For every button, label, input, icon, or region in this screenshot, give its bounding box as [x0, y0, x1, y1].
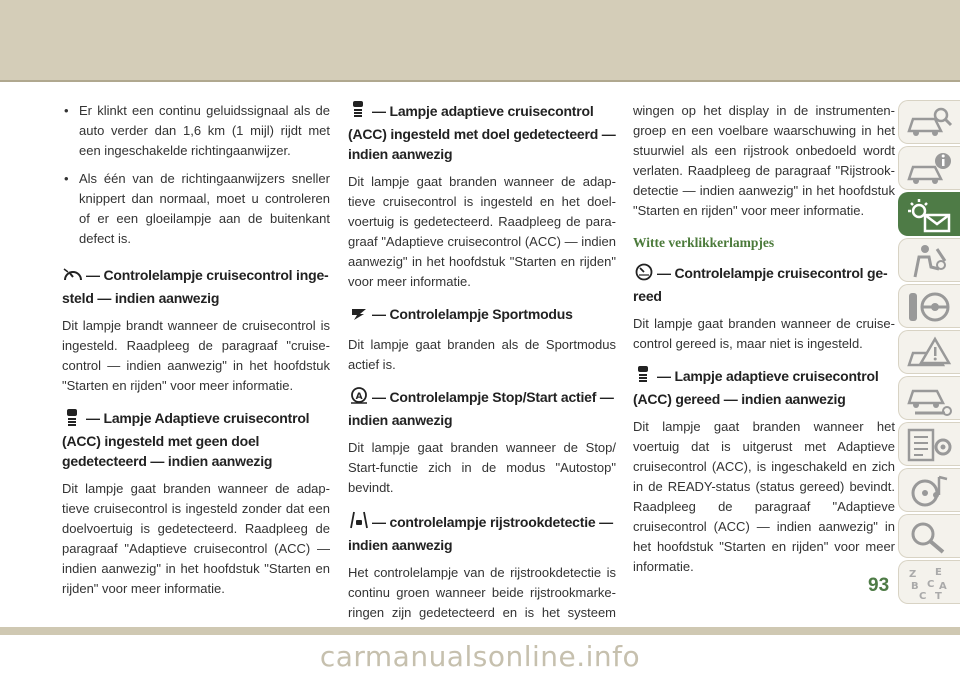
- paragraph: wingen op het display in de instrumentengroep en een voelbare waarschuwing in het stuurwiel als een rijstrook onbedoeld wordt verlaten. Raadpleeg de paragraaf "Rijstrookdetectie — indien aanwezig" in het hoofdstuk "Starten en rijden" voor meer informatie.: [633, 103, 895, 218]
- car-search-icon: [905, 105, 953, 141]
- index-search-icon: [905, 519, 953, 555]
- svg-text:Z: Z: [909, 569, 917, 580]
- svg-text:A: A: [355, 392, 363, 402]
- svg-text:B: B: [911, 581, 919, 592]
- tab-emergency[interactable]: [898, 330, 960, 374]
- page-number: 93: [868, 575, 890, 596]
- paragraph: Dit lampje gaat branden als de Sportmodus actief is.: [348, 337, 616, 372]
- svg-text:C: C: [927, 579, 935, 590]
- svg-text:A: A: [939, 581, 947, 592]
- emergency-icon: [905, 335, 953, 371]
- heading-cruise-set: — Controlelampje cruisecontrol ingesteld — indien aanwezig: [62, 267, 329, 306]
- warning-lights-icon: [905, 197, 953, 233]
- paragraph: Dit lampje gaat branden wanneer het voertuig dat is uitgerust met Adaptieve cruisecontrol (ACC), is ingeschakeld en zich in de READY-status (status gereed) bevindt. Raadpleeg de paragraaf "Adaptieve cruisecontrol (ACC) — indien aanwezig" in het hoofdstuk "Starten en rijden" voor meer informatie.: [633, 419, 895, 574]
- paragraph: Dit lampje gaat branden wanneer de adaptieve cruisecontrol is ingesteld zonder dat een doelvoertuig is gedetecteerd. Raadpleeg de paragraaf "Adaptieve cruisecontrol (ACC) — indien aanwezig" in het hoofdstuk "Starten en rijden" voor meer informatie.: [62, 481, 330, 596]
- acc-ready-icon: [633, 366, 655, 389]
- svg-text:T: T: [935, 591, 942, 601]
- tab-car-info[interactable]: [898, 146, 960, 190]
- safety-seat-icon: [905, 243, 953, 279]
- tab-alphabet-index[interactable]: [898, 560, 960, 604]
- svg-text:C: C: [919, 591, 927, 601]
- svg-text:E: E: [935, 567, 942, 578]
- car-info-icon: [905, 151, 953, 187]
- heading-lane-sense: — controlelampje rijstrookdetectie — indien aanwezig: [348, 510, 616, 555]
- lane-sense-icon: [348, 510, 370, 535]
- paragraph: Dit lampje brandt wanneer de cruisecontrol is ingesteld. Raadpleeg de paragraaf "cruisecontrol — indien aanwezig" in het hoofdstuk "Starten en rijden" voor meer informatie.: [62, 318, 330, 393]
- tab-maintenance[interactable]: [898, 422, 960, 466]
- paragraph: Dit lampje gaat branden wanneer de adaptieve cruisecontrol is ingesteld en het doelvoertuig is gedetecteerd. Raadpleeg de paragraaf "Adaptieve cruisecontrol (ACC) — indien aanwezig" in het hoofdstuk "Starten en rijden" voor meer informatie.: [348, 174, 616, 289]
- bullet-item: • Als één van de richtingaanwijzers sneller knippert dan normaal, moet u controleren of er een gloeilampje aan de buitenkant defect is.: [64, 171, 330, 246]
- heading-acc-ready: — Lampje adaptieve cruisecontrol (ACC) gereed — indien aanwezig: [633, 368, 879, 407]
- cruise-control-ready-icon: [633, 263, 655, 286]
- maintenance-checklist-icon: [905, 427, 953, 463]
- top-band: [0, 0, 960, 80]
- tab-steering-start[interactable]: [898, 284, 960, 328]
- column-1: [62, 101, 330, 611]
- paragraph: Dit lampje gaat branden wanneer de cruisecontrol gereed is, maar niet is ingesteld.: [633, 316, 895, 351]
- heading-acc-no-target: — Lampje Adaptieve cruisecontrol (ACC) ingesteld met geen doel gedetecteerd — indien aanwezig: [62, 410, 310, 469]
- service-icon: [905, 381, 953, 417]
- watermark: carmanualsonline.info: [319, 640, 641, 673]
- multimedia-icon: [905, 473, 953, 509]
- paragraph: Het controlelampje van de rijstrookdetectie is continu groen wanneer beide rijstrookmarkeringen zijn gedetecteerd en is het systeem: [348, 565, 616, 620]
- cruise-control-set-icon: [62, 267, 84, 288]
- tab-index-search[interactable]: [898, 514, 960, 558]
- heading-cruise-ready: — Controlelampje cruisecontrol gereed: [633, 265, 888, 304]
- heading-acc-target: — Lampje adaptieve cruisecontrol (ACC) ingesteld met doel gedetecteerd — indien aanwezig: [348, 103, 616, 162]
- paragraph: Dit lampje gaat branden wanneer de Stop/ Start-functie zich in de modus "Autostop" bevindt.: [348, 440, 616, 495]
- steering-start-icon: [905, 289, 953, 325]
- top-band-divider: [0, 80, 960, 82]
- heading-sport-mode: — Controlelampje Sportmodus: [348, 304, 616, 327]
- stop-start-icon: [348, 387, 370, 410]
- bullet-item: • Er klinkt een continu geluidssignaal als de auto verder dan 1,6 km (1 mijl) rijdt met een ingeschakelde richtingaanwijzer.: [64, 103, 330, 158]
- tab-safety-seat[interactable]: [898, 238, 960, 282]
- section-title: Witte verklikkerlampjes: [633, 235, 775, 250]
- alphabet-index-icon: [905, 565, 953, 601]
- tab-car-search[interactable]: [898, 100, 960, 144]
- heading-stop-start: A — Controlelampje Stop/Start actief — indien aanwezig: [348, 389, 614, 428]
- tab-multimedia[interactable]: [898, 468, 960, 512]
- column-3: [633, 101, 895, 589]
- tab-service[interactable]: [898, 376, 960, 420]
- acc-no-target-icon: [62, 408, 84, 431]
- acc-target-icon: [348, 101, 370, 124]
- column-2: [348, 101, 616, 655]
- tab-warning-lights[interactable]: [898, 192, 960, 236]
- sport-mode-icon: [348, 306, 370, 327]
